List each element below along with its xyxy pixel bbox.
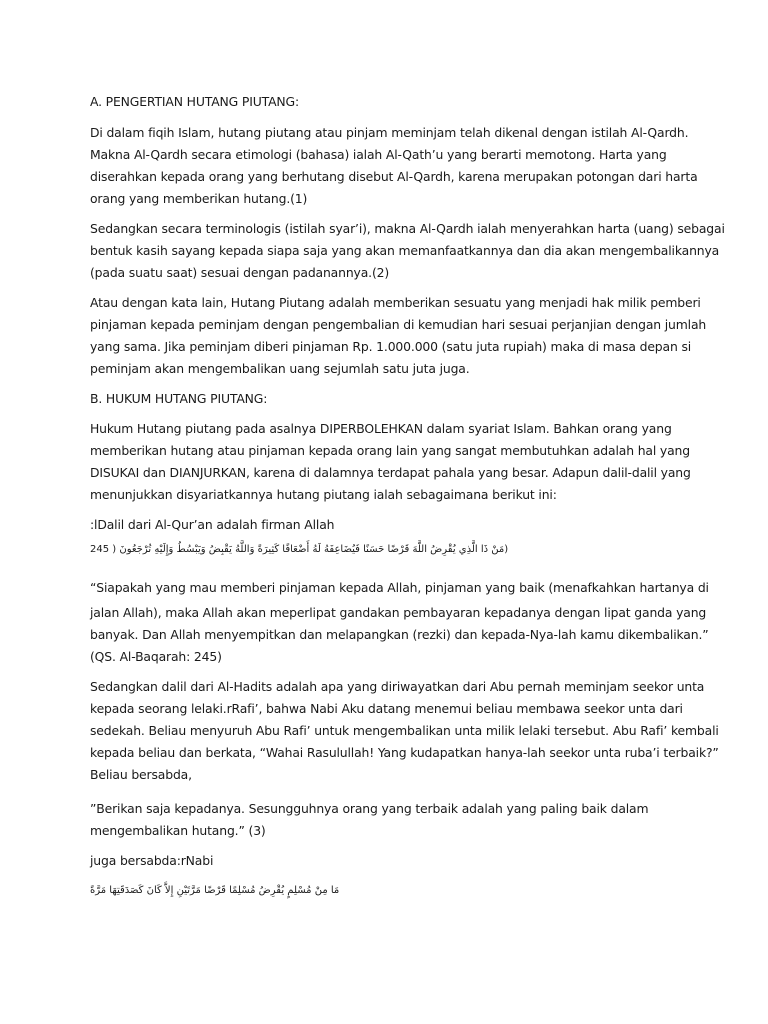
para-3-line-1: Atau dengan kata lain, Hutang Piutang adalah memberikan sesuatu yang menjadi hak milik pemberi <box>90 295 701 310</box>
para-5-line-3: sedekah. Beliau menyuruh Abu Rafi’ untuk mengembalikan unta milik lelaki tersebut. Abu Rafi’ kembali <box>90 723 719 738</box>
para-4-line-3: DISUKAI dan DIANJURKAN, karena di dalamnya terdapat pahala yang besar. Adapun dalil-dalil yang <box>90 465 691 480</box>
para-3-line-4: peminjam akan mengembalikan uang sejumlah satu juta juga. <box>90 361 470 376</box>
para-2-line-2: bentuk kasih sayang kepada siapa saja yang akan memanfaatkannya dan dia akan mengembalikannya <box>90 243 720 258</box>
para-1-line-4: orang yang memberikan hutang.(1) <box>90 191 308 206</box>
juga-bersabda: juga bersabda:rNabi <box>90 853 214 868</box>
para-1-line-1: Di dalam fiqih Islam, hutang piutang atau pinjam meminjam telah dikenal dengan istilah Al-Qardh. <box>90 125 689 140</box>
arabic-verse: (مَنْ ذَا الَّذِي يُقْرِضُ اللَّهَ قَرْضًا حَسَنًا فَيُضَاعِفَهُ لَهُ أَضْعَافًا كَثِيرَةً وَاللَّهُ يَقْبِضُ وَيَبْسُطُ وَإِلَيْهِ تُرْجَعُونَ ( 245 <box>90 544 509 555</box>
hadith-quote-line-1: ”Berikan saja kepadanya. Sesungguhnya orang yang terbaik adalah yang paling baik dalam <box>90 801 649 816</box>
hadith-quote-line-2: mengembalikan hutang.” (3) <box>90 823 266 838</box>
translation-line-2: jalan Allah), maka Allah akan meperlipat gandakan pembayaran kepadanya dengan lipat ganda yang <box>90 605 707 620</box>
para-2-line-3: (pada suatu saat) sesuai dengan padanannya.(2) <box>90 265 390 280</box>
heading-pengertian: A. PENGERTIAN HUTANG PIUTANG: <box>90 94 299 109</box>
para-4-line-2: memberikan hutang atau pinjaman kepada orang lain yang sangat membutuhkan adalah hal yang <box>90 443 690 458</box>
para-3-line-3: yang sama. Jika peminjam diberi pinjaman Rp. 1.000.000 (satu juta rupiah) maka di masa depan si <box>90 339 692 354</box>
para-5-line-4: kepada beliau dan berkata, “Wahai Rasulullah! Yang kudapatkan hanya-lah seekor unta ruba’i terbaik?” <box>90 745 719 760</box>
translation-line-4: (QS. Al-Baqarah: 245) <box>90 649 222 664</box>
para-3-line-2: pinjaman kepada peminjam dengan pengembalian di kemudian hari sesuai perjanjian dengan jumlah <box>90 317 707 332</box>
para-5-line-5: Beliau bersabda, <box>90 767 192 782</box>
heading-hukum: B. HUKUM HUTANG PIUTANG: <box>90 391 268 406</box>
para-4-line-4: menunjukkan disyariatkannya hutang piutang ialah sebagaimana berikut ini: <box>90 487 557 502</box>
dalil-quran-heading: :lDalil dari Al-Qur’an adalah firman Allah <box>90 517 335 532</box>
para-1-line-2: Makna Al-Qardh secara etimologi (bahasa) ialah Al-Qath’u yang berarti memotong. Harta yang <box>90 147 667 162</box>
translation-line-1: “Siapakah yang mau memberi pinjaman kepada Allah, pinjaman yang baik (menafkahkan hartanya di <box>90 580 709 595</box>
para-4-line-1: Hukum Hutang piutang pada asalnya DIPERBOLEHKAN dalam syariat Islam. Bahkan orang yang <box>90 421 672 436</box>
para-1-line-3: diserahkan kepada orang yang berhutang disebut Al-Qardh, karena merupakan potongan dari harta <box>90 169 698 184</box>
translation-line-3: banyak. Dan Allah menyempitkan dan melapangkan (rezki) dan kepada-Nya-lah kamu dikembalikan.” <box>90 627 709 642</box>
para-2-line-1: Sedangkan secara terminologis (istilah syar’i), makna Al-Qardh ialah menyerahkan harta (uang) sebagai <box>90 221 725 236</box>
arabic-hadith: مَا مِنْ مُسْلِمٍ يُقْرِضُ مُسْلِمًا قَرْضًا مَرَّتَيْنِ إِلاَّ كَانَ كَصَدَقَتِهَا مَرَّةً <box>90 885 340 896</box>
para-5-line-2: kepada seorang lelaki.rRafi’, bahwa Nabi Aku datang menemui beliau membawa seekor unta dari <box>90 701 683 716</box>
para-5-line-1: Sedangkan dalil dari Al-Hadits adalah apa yang diriwayatkan dari Abu pernah meminjam seekor unta <box>90 679 705 694</box>
